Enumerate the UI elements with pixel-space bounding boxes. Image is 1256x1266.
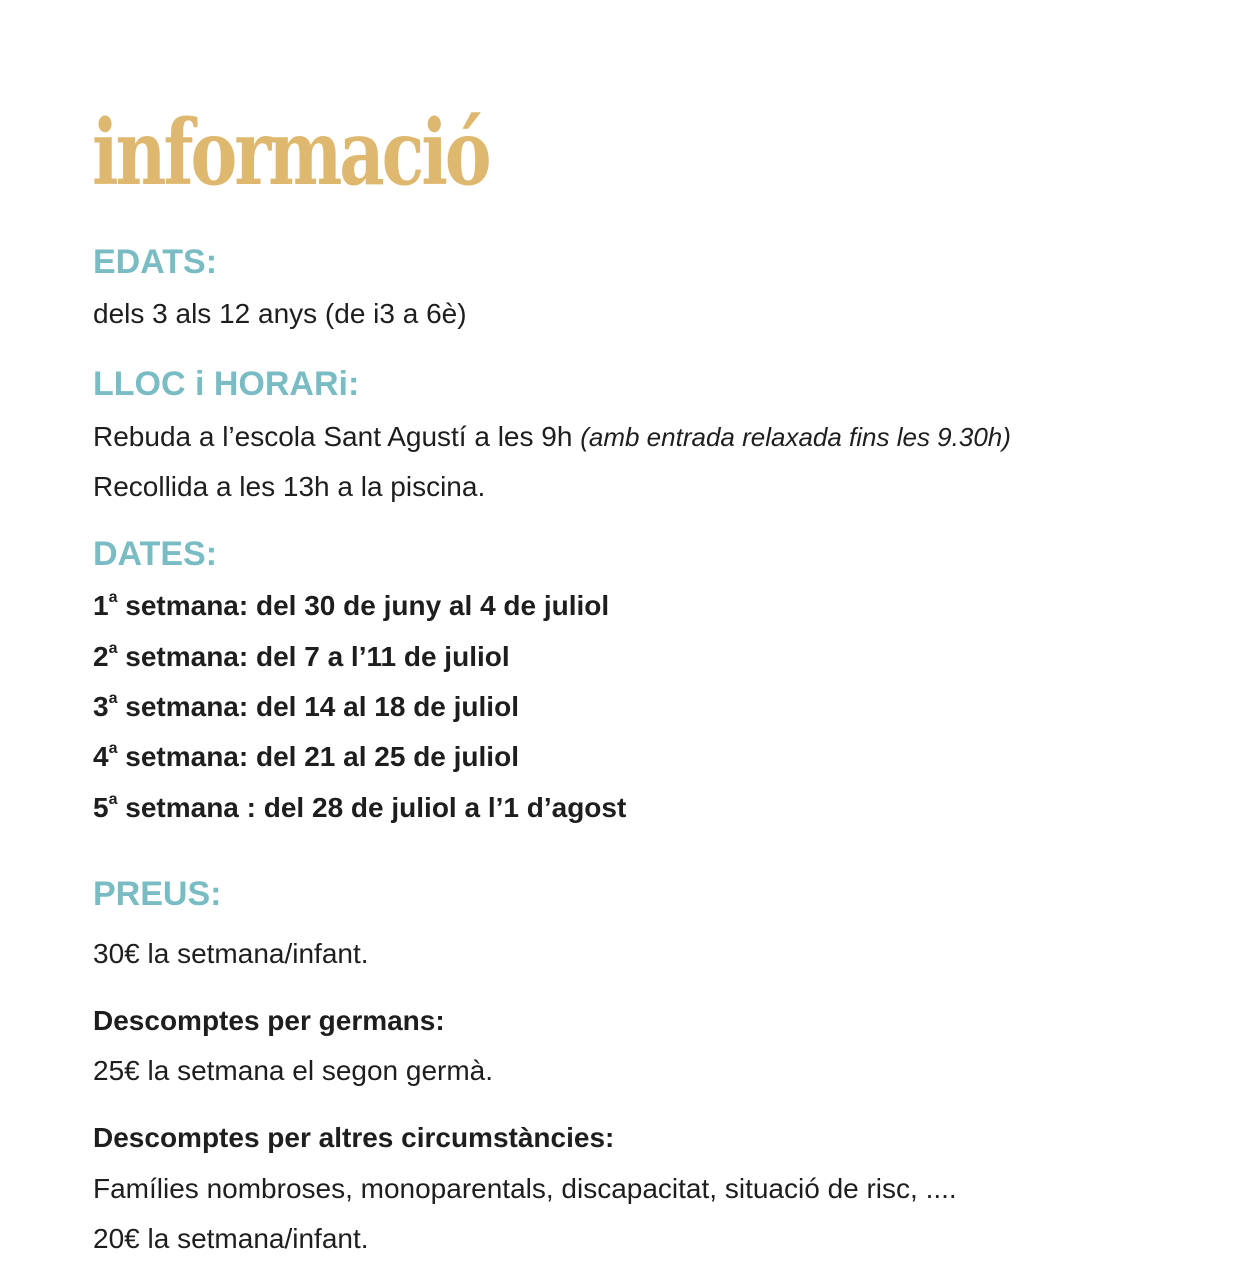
altres-price: 20€ la setmana/infant.: [93, 1223, 369, 1254]
week-1-number: 1: [93, 590, 109, 621]
week-2-ordinal: a: [108, 639, 118, 657]
week-1-ordinal: a: [108, 588, 118, 606]
altres-text: Famílies nombroses, monoparentals, discapacitat, situació de risc, ....: [93, 1173, 957, 1204]
week-4-text: setmana: del 21 al 25 de juliol: [117, 741, 519, 772]
altres-heading: Descomptes per altres circumstàncies:: [93, 1122, 615, 1153]
week-4-number: 4: [93, 741, 109, 772]
week-4: [93, 739, 519, 775]
lloc-horari-heading: LLOC i HORARi:: [93, 365, 360, 403]
week-2: [93, 639, 510, 675]
week-5-number: 5: [93, 792, 109, 823]
rebuda-text: Rebuda a l’escola Sant Agustí a les 9h: [93, 421, 573, 452]
week-3-text: setmana: del 14 al 18 de juliol: [117, 691, 519, 722]
germans-text: 25€ la setmana el segon germà.: [93, 1055, 494, 1086]
week-2-text: setmana: del 7 a l’11 de juliol: [117, 641, 510, 672]
edats-text: dels 3 als 12 anys (de i3 a 6è): [93, 298, 467, 329]
preus-heading: PREUS:: [93, 875, 222, 913]
week-5: [93, 790, 626, 826]
week-1: [93, 588, 609, 624]
rebuda-note: (amb entrada relaxada fins les 9.30h): [580, 422, 1011, 452]
dates-heading: DATES:: [93, 535, 218, 573]
edats-heading: EDATS:: [93, 243, 218, 281]
week-3-ordinal: a: [108, 689, 118, 707]
week-1-text: setmana: del 30 de juny al 4 de juliol: [117, 590, 610, 621]
page-title: informació: [92, 100, 489, 206]
price-text: 30€ la setmana/infant.: [93, 938, 369, 969]
week-4-ordinal: a: [108, 739, 118, 757]
week-3: [93, 689, 519, 725]
week-2-number: 2: [93, 641, 109, 672]
week-5-text: setmana : del 28 de juliol a l’1 d’agost: [117, 792, 627, 823]
week-3-number: 3: [93, 691, 109, 722]
recollida-text: Recollida a les 13h a la piscina.: [93, 471, 486, 502]
germans-heading: Descomptes per germans:: [93, 1005, 445, 1036]
rebuda-line: [93, 419, 1011, 455]
week-5-ordinal: a: [108, 790, 118, 808]
